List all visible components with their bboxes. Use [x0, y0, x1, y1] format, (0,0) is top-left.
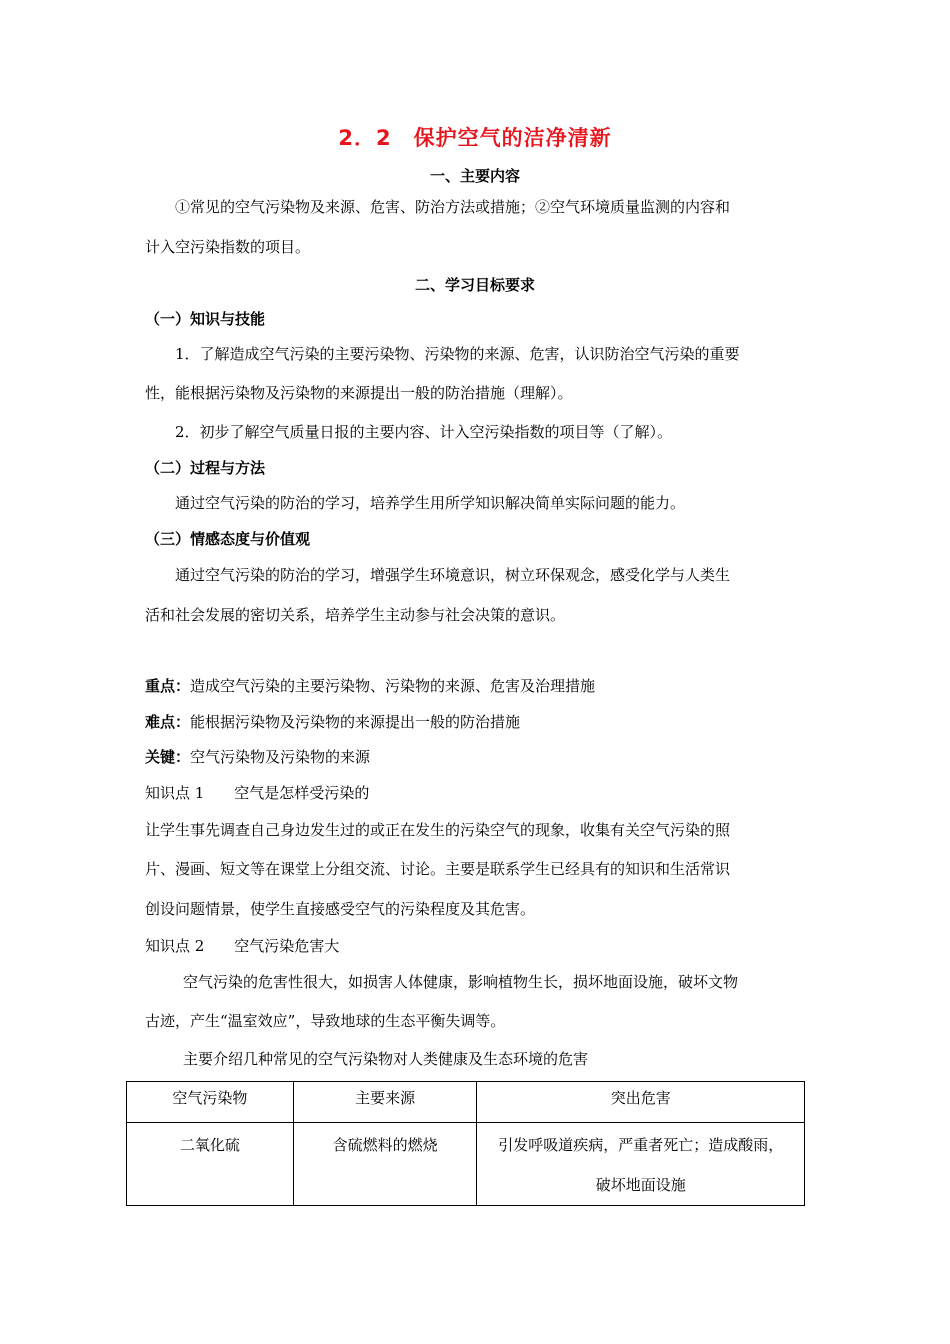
table-row — [127, 1123, 805, 1206]
focus-critical — [145, 746, 370, 767]
paragraph-line: ①常见的空气污染物及来源、危害、防治方法或措施；②空气环境质量监测的内容和 — [175, 198, 731, 216]
paragraph-line: 通过空气污染的防治的学习，增强学生环境意识，树立环保观念，感受化学与人类生 — [175, 566, 731, 584]
knowledge-point-2-heading: 知识点 2 空气污染危害大 — [145, 937, 340, 955]
paragraph-line: 古迹，产生“温室效应”，导致地球的生态平衡失调等。 — [145, 1012, 506, 1030]
table-cell-pollutant: 二氧化硫 — [127, 1123, 294, 1206]
focus-critical-text: 空气污染物及污染物的来源 — [190, 748, 371, 766]
paragraph-line: 让学生事先调查自己身边发生过的或正在发生的污染空气的现象，收集有关空气污染的照 — [145, 821, 731, 839]
paragraph-line: 计入空污染指数的项目。 — [145, 238, 311, 256]
table-header-row — [127, 1082, 805, 1123]
paragraph-line: 通过空气污染的防治的学习，培养学生用所学知识解决简单实际问题的能力。 — [175, 494, 686, 512]
paragraph-line: 2．初步了解空气质量日报的主要内容、计入空污染指数的项目等（了解）。 — [175, 423, 673, 441]
paragraph-line: 性，能根据污染物及污染物的来源提出一般的防治措施（理解）。 — [145, 384, 573, 402]
table-header-cell: 突出危害 — [477, 1082, 805, 1123]
subheading-knowledge-skills: （一）知识与技能 — [145, 310, 266, 328]
subheading-attitude-values: （三）情感态度与价值观 — [145, 530, 311, 548]
focus-key-point — [145, 675, 595, 696]
paragraph-line: 片、漫画、短文等在课堂上分组交流、讨论。主要是联系学生已经具有的知识和生活常识 — [145, 860, 731, 878]
focus-difficulty-label: 难点： — [145, 713, 191, 731]
table-cell-hazard: 引发呼吸道疾病，严重者死亡；造成酸雨，破坏地面设施 — [477, 1123, 805, 1206]
focus-difficulty-text: 能根据污染物及污染物的来源提出一般的防治措施 — [190, 713, 521, 731]
page-title: 2．2 保护空气的洁净清新 — [338, 126, 612, 150]
subheading-process-method: （二）过程与方法 — [145, 459, 266, 477]
focus-critical-label: 关键： — [145, 748, 191, 766]
table-caption: 主要介绍几种常见的空气污染物对人类健康及生态环境的危害 — [183, 1050, 589, 1068]
table-cell-source: 含硫燃料的燃烧 — [293, 1123, 477, 1206]
section-heading-main-content: 一、主要内容 — [429, 167, 520, 185]
paragraph-line: 活和社会发展的密切关系，培养学生主动参与社会决策的意识。 — [145, 606, 566, 624]
table-header-cell: 主要来源 — [293, 1082, 477, 1123]
section-heading-learning-goals: 二、学习目标要求 — [414, 276, 535, 294]
pollutant-table — [126, 1081, 805, 1206]
table-header-cell: 空气污染物 — [127, 1082, 294, 1123]
paragraph-line: 创设问题情景，使学生直接感受空气的污染程度及其危害。 — [145, 900, 536, 918]
focus-difficulty — [145, 711, 520, 732]
focus-key-label: 重点： — [145, 677, 191, 695]
paragraph-line: 空气污染的危害性很大，如损害人体健康，影响植物生长，损坏地面设施，破坏文物 — [183, 973, 739, 991]
focus-key-text: 造成空气污染的主要污染物、污染物的来源、危害及治理措施 — [190, 677, 596, 695]
knowledge-point-1-heading: 知识点 1 空气是怎样受污染的 — [145, 784, 370, 802]
paragraph-line: 1．了解造成空气污染的主要污染物、污染物的来源、危害，认识防治空气污染的重要 — [175, 345, 740, 363]
